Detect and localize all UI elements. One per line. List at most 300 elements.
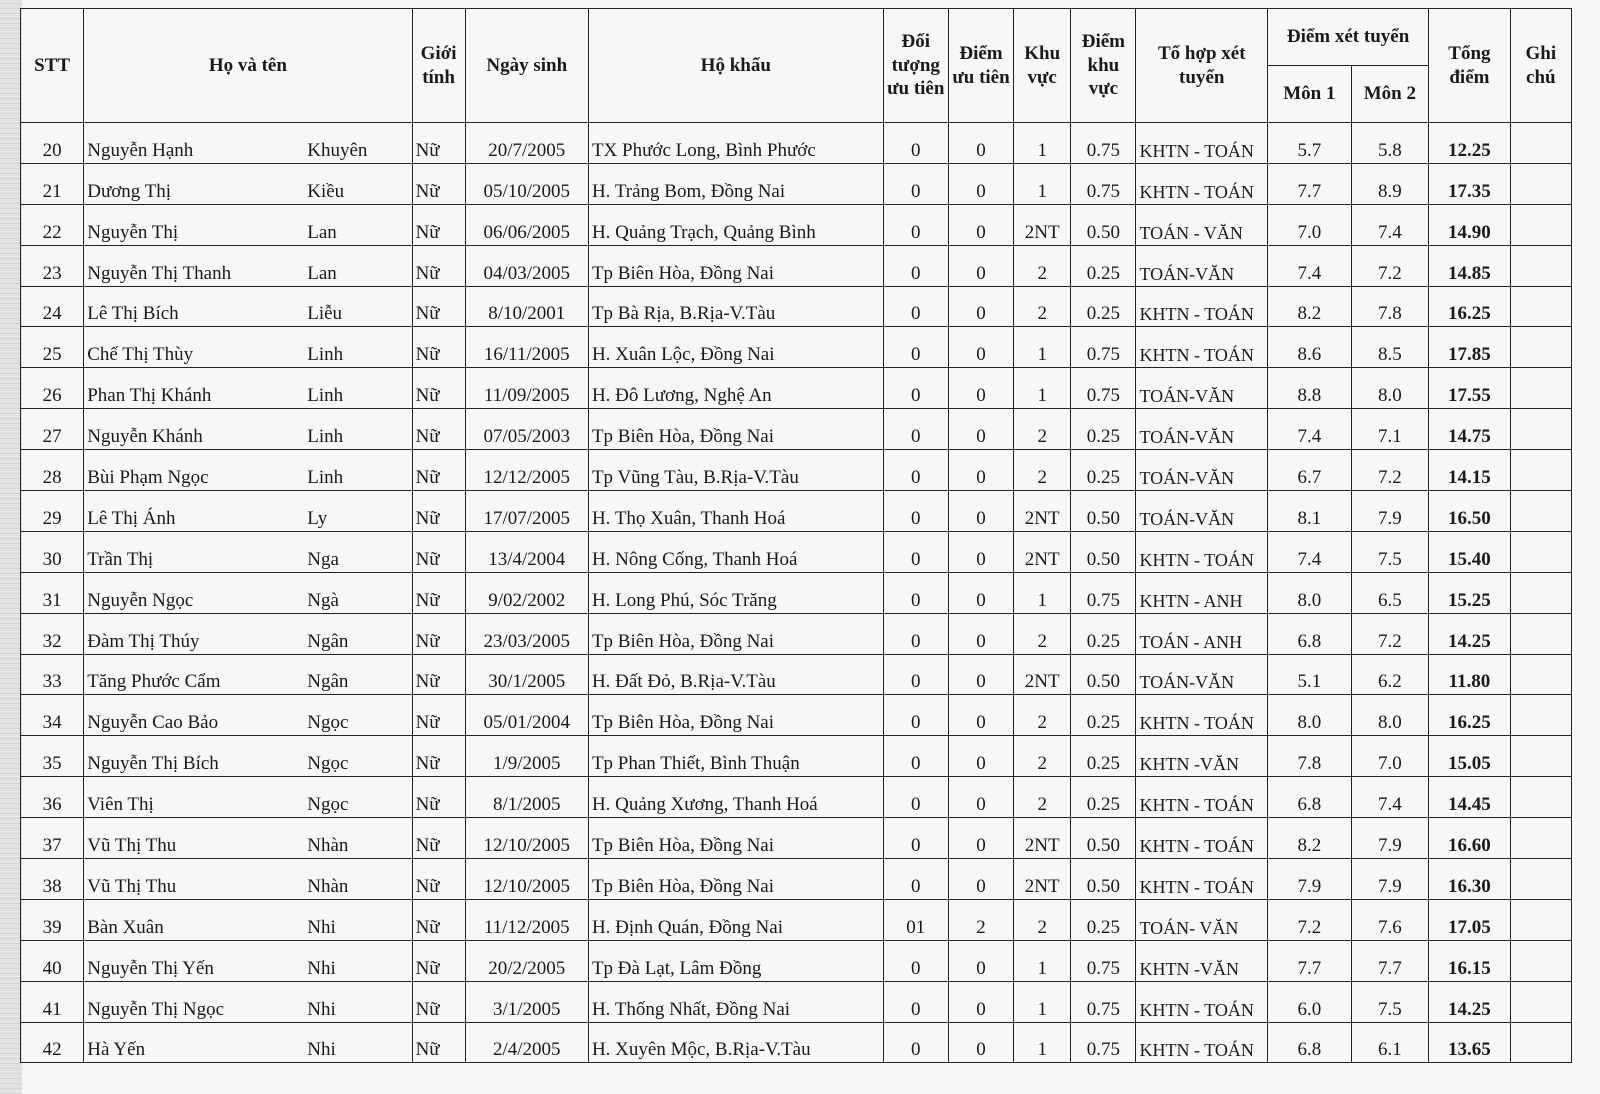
cell-full-name xyxy=(84,777,412,818)
cell-notes xyxy=(1510,736,1571,777)
cell-subject-2: 8.5 xyxy=(1351,327,1429,368)
cell-given-name: Nhi xyxy=(307,957,336,979)
cell-priority-group: 0 xyxy=(883,818,948,859)
cell-stt: 42 xyxy=(21,1022,84,1063)
cell-subject-2: 7.5 xyxy=(1351,531,1429,572)
cell-gender: Nữ xyxy=(412,123,465,164)
cell-residence: Tp Vũng Tàu, B.Rịa-V.Tàu xyxy=(588,450,883,491)
header-region: Khu vực xyxy=(1014,9,1071,123)
cell-stt: 29 xyxy=(21,491,84,532)
cell-family-middle-name: Viên Thị xyxy=(87,794,154,816)
cell-total-score: 16.60 xyxy=(1429,818,1511,859)
cell-subject-2: 7.8 xyxy=(1351,286,1429,327)
cell-given-name: Linh xyxy=(307,385,344,407)
cell-region-points: 0.75 xyxy=(1071,981,1136,1022)
cell-region-points: 0.75 xyxy=(1071,572,1136,613)
cell-date-of-birth: 12/10/2005 xyxy=(465,818,588,859)
cell-region-points: 0.25 xyxy=(1071,899,1136,940)
cell-region-points: 0.75 xyxy=(1071,163,1136,204)
cell-region-points: 0.50 xyxy=(1071,204,1136,245)
cell-total-score: 16.25 xyxy=(1429,695,1511,736)
cell-stt: 20 xyxy=(21,123,84,164)
cell-gender: Nữ xyxy=(412,981,465,1022)
cell-gender: Nữ xyxy=(412,450,465,491)
cell-subject-combination: TOÁN - ANH xyxy=(1136,613,1268,654)
cell-region-points: 0.25 xyxy=(1071,695,1136,736)
cell-family-middle-name: Đàm Thị Thúy xyxy=(87,630,200,652)
cell-subject-1: 8.0 xyxy=(1268,572,1352,613)
cell-full-name xyxy=(84,327,412,368)
cell-notes xyxy=(1510,572,1571,613)
cell-subject-1: 7.4 xyxy=(1268,409,1352,450)
cell-subject-2: 6.5 xyxy=(1351,572,1429,613)
cell-notes xyxy=(1510,777,1571,818)
cell-total-score: 14.45 xyxy=(1429,777,1511,818)
cell-subject-2: 7.9 xyxy=(1351,818,1429,859)
cell-priority-group: 0 xyxy=(883,777,948,818)
cell-gender: Nữ xyxy=(412,204,465,245)
cell-gender: Nữ xyxy=(412,1022,465,1063)
cell-subject-2: 7.4 xyxy=(1351,777,1429,818)
cell-region-points: 0.25 xyxy=(1071,777,1136,818)
cell-date-of-birth: 04/03/2005 xyxy=(465,245,588,286)
cell-stt: 38 xyxy=(21,859,84,900)
cell-residence: H. Thống Nhất, Đồng Nai xyxy=(588,981,883,1022)
cell-date-of-birth: 16/11/2005 xyxy=(465,327,588,368)
cell-subject-combination: KHTN - TOÁN xyxy=(1136,1022,1268,1063)
cell-subject-2: 8.0 xyxy=(1351,368,1429,409)
cell-full-name xyxy=(84,163,412,204)
cell-region: 2NT xyxy=(1014,654,1071,695)
cell-region-points: 0.25 xyxy=(1071,286,1136,327)
cell-subject-1: 7.7 xyxy=(1268,163,1352,204)
cell-gender: Nữ xyxy=(412,163,465,204)
cell-priority-points: 0 xyxy=(948,163,1013,204)
cell-subject-combination: KHTN - TOÁN xyxy=(1136,859,1268,900)
cell-subject-combination: TOÁN-VĂN xyxy=(1136,245,1268,286)
cell-full-name xyxy=(84,368,412,409)
header-full-name: Họ và tên xyxy=(84,9,412,123)
cell-date-of-birth: 20/7/2005 xyxy=(465,123,588,164)
cell-subject-1: 8.2 xyxy=(1268,818,1352,859)
cell-family-middle-name: Lê Thị Ánh xyxy=(87,507,176,529)
table-row xyxy=(21,899,1572,940)
header-admission-score: Điểm xét tuyển xyxy=(1268,9,1429,66)
cell-subject-1: 7.9 xyxy=(1268,859,1352,900)
cell-family-middle-name: Trần Thị xyxy=(87,548,154,570)
cell-full-name xyxy=(84,613,412,654)
cell-full-name xyxy=(84,695,412,736)
table-row xyxy=(21,695,1572,736)
cell-region-points: 0.50 xyxy=(1071,654,1136,695)
cell-given-name: Ngọc xyxy=(307,794,349,816)
table-row xyxy=(21,450,1572,491)
cell-subject-1: 6.8 xyxy=(1268,777,1352,818)
cell-gender: Nữ xyxy=(412,572,465,613)
cell-gender: Nữ xyxy=(412,654,465,695)
cell-full-name xyxy=(84,409,412,450)
cell-given-name: Kiều xyxy=(307,180,345,202)
cell-priority-points: 0 xyxy=(948,409,1013,450)
cell-notes xyxy=(1510,654,1571,695)
cell-subject-2: 7.9 xyxy=(1351,491,1429,532)
cell-region-points: 0.50 xyxy=(1071,859,1136,900)
cell-region: 2 xyxy=(1014,450,1071,491)
cell-given-name: Ly xyxy=(307,507,328,529)
cell-subject-combination: KHTN - TOÁN xyxy=(1136,163,1268,204)
cell-date-of-birth: 05/01/2004 xyxy=(465,695,588,736)
cell-region-points: 0.75 xyxy=(1071,327,1136,368)
cell-region: 2NT xyxy=(1014,818,1071,859)
cell-subject-combination: KHTN - TOÁN xyxy=(1136,531,1268,572)
cell-notes xyxy=(1510,491,1571,532)
table-row xyxy=(21,654,1572,695)
cell-priority-points: 0 xyxy=(948,286,1013,327)
cell-subject-2: 8.9 xyxy=(1351,163,1429,204)
cell-residence: Tp Biên Hòa, Đồng Nai xyxy=(588,859,883,900)
cell-subject-combination: TOÁN-VĂN xyxy=(1136,409,1268,450)
cell-date-of-birth: 13/4/2004 xyxy=(465,531,588,572)
cell-full-name xyxy=(84,491,412,532)
cell-total-score: 13.65 xyxy=(1429,1022,1511,1063)
cell-priority-group: 0 xyxy=(883,286,948,327)
cell-full-name xyxy=(84,818,412,859)
header-priority-points: Điểm ưu tiên xyxy=(948,9,1013,123)
cell-notes xyxy=(1510,163,1571,204)
cell-given-name: Lan xyxy=(307,221,337,243)
cell-region-points: 0.50 xyxy=(1071,531,1136,572)
cell-priority-points: 0 xyxy=(948,531,1013,572)
cell-region: 2 xyxy=(1014,736,1071,777)
cell-date-of-birth: 23/03/2005 xyxy=(465,613,588,654)
cell-given-name: Nga xyxy=(307,548,339,570)
cell-subject-1: 7.4 xyxy=(1268,245,1352,286)
cell-subject-combination: KHTN - TOÁN xyxy=(1136,123,1268,164)
cell-gender: Nữ xyxy=(412,245,465,286)
cell-family-middle-name: Nguyễn Thị Bích xyxy=(87,753,219,775)
cell-family-middle-name: Vũ Thị Thu xyxy=(87,835,177,857)
cell-subject-2: 8.0 xyxy=(1351,695,1429,736)
cell-subject-1: 7.0 xyxy=(1268,204,1352,245)
cell-subject-1: 6.7 xyxy=(1268,450,1352,491)
cell-notes xyxy=(1510,1022,1571,1063)
cell-gender: Nữ xyxy=(412,368,465,409)
cell-total-score: 17.35 xyxy=(1429,163,1511,204)
cell-subject-2: 7.2 xyxy=(1351,450,1429,491)
cell-total-score: 15.05 xyxy=(1429,736,1511,777)
cell-stt: 36 xyxy=(21,777,84,818)
cell-given-name: Khuyên xyxy=(307,139,368,161)
cell-full-name xyxy=(84,1022,412,1063)
cell-gender: Nữ xyxy=(412,613,465,654)
cell-region: 2NT xyxy=(1014,491,1071,532)
cell-residence: H. Đất Đỏ, B.Rịa-V.Tàu xyxy=(588,654,883,695)
cell-total-score: 17.55 xyxy=(1429,368,1511,409)
cell-total-score: 15.25 xyxy=(1429,572,1511,613)
cell-region-points: 0.25 xyxy=(1071,736,1136,777)
cell-subject-2: 7.5 xyxy=(1351,981,1429,1022)
cell-priority-group: 0 xyxy=(883,613,948,654)
table-row xyxy=(21,123,1572,164)
cell-gender: Nữ xyxy=(412,736,465,777)
cell-priority-group: 0 xyxy=(883,327,948,368)
cell-region: 1 xyxy=(1014,981,1071,1022)
cell-residence: TX Phước Long, Bình Phước xyxy=(588,123,883,164)
cell-residence: Tp Biên Hòa, Đồng Nai xyxy=(588,695,883,736)
cell-given-name: Linh xyxy=(307,344,344,366)
cell-subject-1: 7.8 xyxy=(1268,736,1352,777)
cell-family-middle-name: Tăng Phước Cẩm xyxy=(87,671,221,693)
cell-priority-points: 0 xyxy=(948,981,1013,1022)
cell-family-middle-name: Bàn Xuân xyxy=(87,916,164,938)
cell-notes xyxy=(1510,245,1571,286)
table-row xyxy=(21,531,1572,572)
cell-priority-points: 2 xyxy=(948,899,1013,940)
cell-residence: Tp Bà Rịa, B.Rịa-V.Tàu xyxy=(588,286,883,327)
cell-residence: Tp Biên Hòa, Đồng Nai xyxy=(588,409,883,450)
cell-family-middle-name: Nguyễn Ngọc xyxy=(87,589,194,611)
cell-subject-2: 7.4 xyxy=(1351,204,1429,245)
cell-family-middle-name: Nguyễn Thị xyxy=(87,221,179,243)
cell-region: 2 xyxy=(1014,286,1071,327)
cell-full-name xyxy=(84,245,412,286)
cell-priority-points: 0 xyxy=(948,736,1013,777)
cell-region: 1 xyxy=(1014,123,1071,164)
header-subject-combination: Tổ hợp xét tuyển xyxy=(1136,9,1268,123)
cell-priority-points: 0 xyxy=(948,777,1013,818)
cell-date-of-birth: 20/2/2005 xyxy=(465,940,588,981)
cell-region: 1 xyxy=(1014,368,1071,409)
cell-priority-group: 0 xyxy=(883,409,948,450)
cell-subject-1: 7.2 xyxy=(1268,899,1352,940)
cell-priority-group: 0 xyxy=(883,572,948,613)
cell-subject-combination: KHTN - ANH xyxy=(1136,572,1268,613)
cell-given-name: Ngà xyxy=(307,589,339,611)
cell-total-score: 17.85 xyxy=(1429,327,1511,368)
cell-priority-group: 0 xyxy=(883,654,948,695)
cell-date-of-birth: 17/07/2005 xyxy=(465,491,588,532)
cell-region: 2 xyxy=(1014,695,1071,736)
cell-notes xyxy=(1510,531,1571,572)
table-row xyxy=(21,368,1572,409)
table-row xyxy=(21,245,1572,286)
cell-gender: Nữ xyxy=(412,327,465,368)
cell-priority-group: 0 xyxy=(883,368,948,409)
cell-family-middle-name: Dương Thị xyxy=(87,180,172,202)
cell-date-of-birth: 12/10/2005 xyxy=(465,859,588,900)
cell-priority-points: 0 xyxy=(948,859,1013,900)
cell-notes xyxy=(1510,859,1571,900)
cell-subject-1: 8.6 xyxy=(1268,327,1352,368)
header-priority-group: Đối tượng ưu tiên xyxy=(883,9,948,123)
table-row xyxy=(21,981,1572,1022)
cell-residence: Tp Biên Hòa, Đồng Nai xyxy=(588,613,883,654)
cell-region: 2 xyxy=(1014,409,1071,450)
cell-priority-points: 0 xyxy=(948,1022,1013,1063)
table-row xyxy=(21,286,1572,327)
cell-region: 1 xyxy=(1014,163,1071,204)
cell-total-score: 12.25 xyxy=(1429,123,1511,164)
table-row xyxy=(21,204,1572,245)
cell-full-name xyxy=(84,654,412,695)
cell-gender: Nữ xyxy=(412,940,465,981)
cell-date-of-birth: 07/05/2003 xyxy=(465,409,588,450)
cell-date-of-birth: 2/4/2005 xyxy=(465,1022,588,1063)
cell-subject-1: 5.7 xyxy=(1268,123,1352,164)
cell-stt: 23 xyxy=(21,245,84,286)
cell-region: 2 xyxy=(1014,899,1071,940)
cell-gender: Nữ xyxy=(412,695,465,736)
table-row xyxy=(21,818,1572,859)
cell-residence: H. Thọ Xuân, Thanh Hoá xyxy=(588,491,883,532)
cell-family-middle-name: Hà Yến xyxy=(87,1039,146,1061)
cell-given-name: Ngân xyxy=(307,671,349,693)
cell-given-name: Nhàn xyxy=(307,875,349,897)
cell-stt: 25 xyxy=(21,327,84,368)
cell-region: 2NT xyxy=(1014,531,1071,572)
cell-date-of-birth: 3/1/2005 xyxy=(465,981,588,1022)
cell-priority-points: 0 xyxy=(948,940,1013,981)
cell-priority-points: 0 xyxy=(948,695,1013,736)
scan-edge xyxy=(0,0,22,1094)
cell-full-name xyxy=(84,450,412,491)
cell-residence: Tp Phan Thiết, Bình Thuận xyxy=(588,736,883,777)
cell-subject-2: 7.1 xyxy=(1351,409,1429,450)
cell-priority-group: 0 xyxy=(883,859,948,900)
cell-subject-2: 6.1 xyxy=(1351,1022,1429,1063)
header-region-points: Điểm khu vực xyxy=(1071,9,1136,123)
cell-date-of-birth: 8/10/2001 xyxy=(465,286,588,327)
cell-family-middle-name: Nguyễn Thị Yến xyxy=(87,957,214,979)
cell-priority-group: 0 xyxy=(883,695,948,736)
cell-region-points: 0.50 xyxy=(1071,818,1136,859)
cell-notes xyxy=(1510,818,1571,859)
cell-stt: 39 xyxy=(21,899,84,940)
cell-region: 1 xyxy=(1014,327,1071,368)
cell-stt: 30 xyxy=(21,531,84,572)
cell-region: 1 xyxy=(1014,1022,1071,1063)
cell-notes xyxy=(1510,368,1571,409)
cell-priority-group: 0 xyxy=(883,736,948,777)
cell-region: 1 xyxy=(1014,940,1071,981)
cell-subject-2: 7.9 xyxy=(1351,859,1429,900)
cell-total-score: 16.50 xyxy=(1429,491,1511,532)
cell-notes xyxy=(1510,327,1571,368)
cell-subject-2: 5.8 xyxy=(1351,123,1429,164)
cell-subject-combination: TOÁN-VĂN xyxy=(1136,491,1268,532)
table-row xyxy=(21,1022,1572,1063)
cell-given-name: Linh xyxy=(307,467,344,489)
header-date-of-birth: Ngày sinh xyxy=(465,9,588,123)
cell-date-of-birth: 9/02/2002 xyxy=(465,572,588,613)
table-row xyxy=(21,327,1572,368)
cell-priority-points: 0 xyxy=(948,123,1013,164)
cell-subject-1: 5.1 xyxy=(1268,654,1352,695)
cell-total-score: 11.80 xyxy=(1429,654,1511,695)
cell-gender: Nữ xyxy=(412,286,465,327)
cell-full-name xyxy=(84,899,412,940)
cell-priority-points: 0 xyxy=(948,572,1013,613)
cell-residence: H. Định Quán, Đồng Nai xyxy=(588,899,883,940)
cell-family-middle-name: Chế Thị Thùy xyxy=(87,344,194,366)
cell-total-score: 16.25 xyxy=(1429,286,1511,327)
cell-total-score: 16.15 xyxy=(1429,940,1511,981)
cell-family-middle-name: Bùi Phạm Ngọc xyxy=(87,467,209,489)
cell-gender: Nữ xyxy=(412,531,465,572)
table-row xyxy=(21,572,1572,613)
cell-subject-2: 7.7 xyxy=(1351,940,1429,981)
cell-residence: Tp Biên Hòa, Đồng Nai xyxy=(588,818,883,859)
cell-full-name xyxy=(84,981,412,1022)
cell-subject-combination: KHTN - TOÁN xyxy=(1136,777,1268,818)
cell-family-middle-name: Nguyễn Cao Bảo xyxy=(87,712,219,734)
cell-notes xyxy=(1510,899,1571,940)
cell-given-name: Lan xyxy=(307,262,337,284)
cell-full-name xyxy=(84,123,412,164)
cell-region-points: 0.25 xyxy=(1071,409,1136,450)
cell-priority-group: 0 xyxy=(883,163,948,204)
cell-subject-2: 7.2 xyxy=(1351,613,1429,654)
cell-stt: 26 xyxy=(21,368,84,409)
header-total-score: Tổng điểm xyxy=(1429,9,1511,123)
cell-priority-group: 0 xyxy=(883,491,948,532)
cell-full-name xyxy=(84,204,412,245)
cell-region-points: 0.75 xyxy=(1071,123,1136,164)
cell-priority-group: 0 xyxy=(883,245,948,286)
cell-stt: 28 xyxy=(21,450,84,491)
cell-region: 2 xyxy=(1014,613,1071,654)
table-row xyxy=(21,163,1572,204)
cell-total-score: 14.15 xyxy=(1429,450,1511,491)
cell-gender: Nữ xyxy=(412,899,465,940)
cell-total-score: 15.40 xyxy=(1429,531,1511,572)
cell-family-middle-name: Nguyễn Hạnh xyxy=(87,139,194,161)
cell-priority-points: 0 xyxy=(948,450,1013,491)
cell-notes xyxy=(1510,409,1571,450)
header-notes: Ghi chú xyxy=(1510,9,1571,123)
cell-stt: 22 xyxy=(21,204,84,245)
cell-given-name: Ngọc xyxy=(307,712,349,734)
cell-notes xyxy=(1510,613,1571,654)
cell-region-points: 0.75 xyxy=(1071,368,1136,409)
cell-residence: H. Long Phú, Sóc Trăng xyxy=(588,572,883,613)
cell-residence: Tp Đà Lạt, Lâm Đồng xyxy=(588,940,883,981)
cell-subject-combination: KHTN - TOÁN xyxy=(1136,286,1268,327)
cell-date-of-birth: 11/09/2005 xyxy=(465,368,588,409)
cell-stt: 41 xyxy=(21,981,84,1022)
cell-given-name: Ngọc xyxy=(307,753,349,775)
cell-gender: Nữ xyxy=(412,859,465,900)
admission-score-table xyxy=(20,8,1572,1063)
cell-region-points: 0.25 xyxy=(1071,245,1136,286)
cell-region-points: 0.50 xyxy=(1071,491,1136,532)
cell-stt: 24 xyxy=(21,286,84,327)
cell-date-of-birth: 11/12/2005 xyxy=(465,899,588,940)
cell-subject-1: 6.0 xyxy=(1268,981,1352,1022)
cell-full-name xyxy=(84,736,412,777)
cell-region-points: 0.75 xyxy=(1071,1022,1136,1063)
cell-stt: 35 xyxy=(21,736,84,777)
cell-family-middle-name: Vũ Thị Thu xyxy=(87,875,177,897)
cell-date-of-birth: 12/12/2005 xyxy=(465,450,588,491)
cell-stt: 31 xyxy=(21,572,84,613)
cell-priority-group: 0 xyxy=(883,981,948,1022)
cell-priority-group: 0 xyxy=(883,204,948,245)
cell-priority-group: 0 xyxy=(883,450,948,491)
cell-priority-group: 0 xyxy=(883,531,948,572)
cell-full-name xyxy=(84,286,412,327)
cell-given-name: Liễu xyxy=(307,303,343,325)
